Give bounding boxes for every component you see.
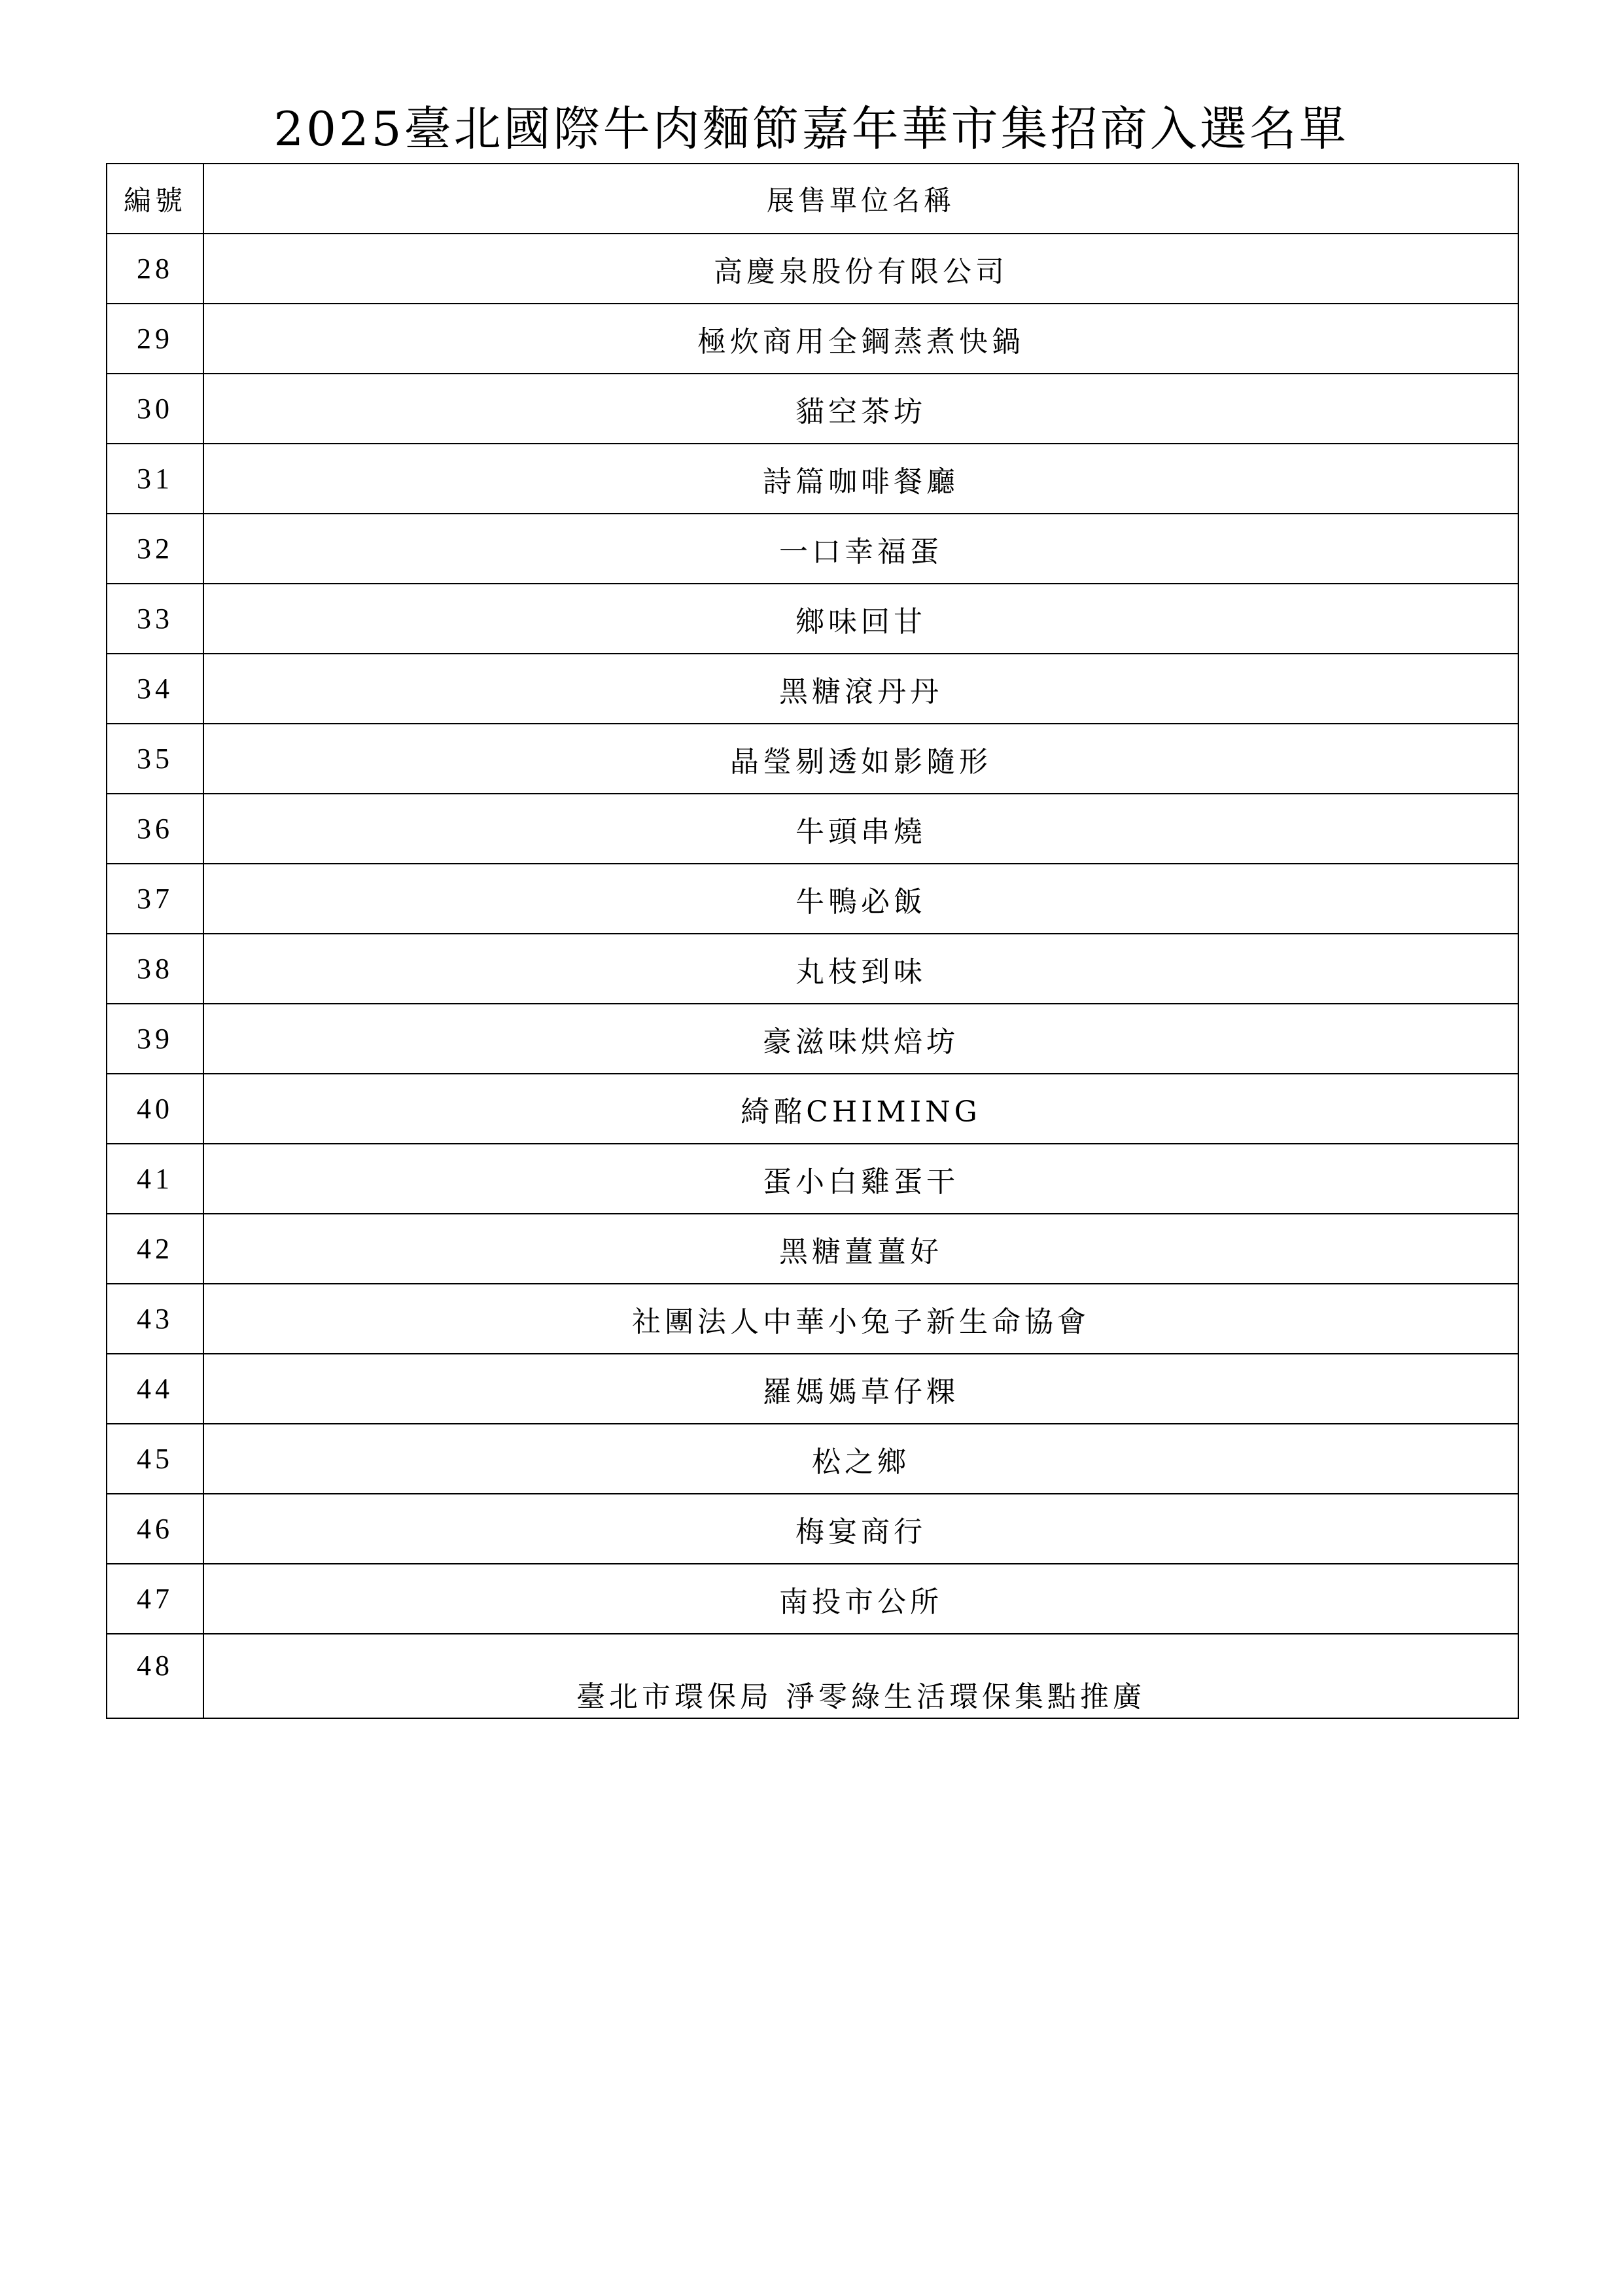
table-row [107, 794, 1518, 864]
vendor-name: 羅媽媽草仔粿 [203, 1354, 1518, 1424]
table-row [107, 1214, 1518, 1284]
vendor-name: 牛鴨必飯 [203, 864, 1518, 934]
vendor-name: 詩篇咖啡餐廳 [203, 444, 1518, 514]
table-row [107, 724, 1518, 794]
row-number: 33 [107, 584, 203, 654]
table-row [107, 1144, 1518, 1214]
row-number: 48 [107, 1634, 203, 1718]
column-header-number: 編號 [107, 164, 203, 234]
table-row [107, 374, 1518, 444]
row-number: 42 [107, 1214, 203, 1284]
table-row [107, 1494, 1518, 1564]
row-number: 45 [107, 1424, 203, 1494]
table-row [107, 234, 1518, 304]
row-number: 43 [107, 1284, 203, 1354]
row-number: 39 [107, 1004, 203, 1074]
row-number: 44 [107, 1354, 203, 1424]
vendor-name: 松之鄉 [203, 1424, 1518, 1494]
table-row [107, 1074, 1518, 1144]
row-number: 36 [107, 794, 203, 864]
vendor-name: 高慶泉股份有限公司 [203, 234, 1518, 304]
table-row [107, 1284, 1518, 1354]
row-number: 32 [107, 514, 203, 584]
vendor-name: 黑糖滾丹丹 [203, 654, 1518, 724]
row-number: 40 [107, 1074, 203, 1144]
table-row [107, 864, 1518, 934]
vendor-name: 丸枝到味 [203, 934, 1518, 1004]
table-row [107, 1634, 1518, 1718]
row-number: 46 [107, 1494, 203, 1564]
selection-list-table [106, 163, 1519, 1719]
vendor-name: 晶瑩剔透如影隨形 [203, 724, 1518, 794]
column-header-name: 展售單位名稱 [203, 164, 1518, 234]
table-row [107, 304, 1518, 374]
vendor-name: 鄉味回甘 [203, 584, 1518, 654]
row-number: 29 [107, 304, 203, 374]
vendor-name: 貓空茶坊 [203, 374, 1518, 444]
document-title: 2025臺北國際牛肉麵節嘉年華市集招商入選名單 [273, 101, 1349, 156]
row-number: 35 [107, 724, 203, 794]
row-number: 41 [107, 1144, 203, 1214]
vendor-name: 蛋小白雞蛋干 [203, 1144, 1518, 1214]
table-row [107, 1004, 1518, 1074]
vendor-name: 臺北市環保局 淨零綠生活環保集點推廣 [203, 1634, 1518, 1718]
table-row [107, 444, 1518, 514]
row-number: 31 [107, 444, 203, 514]
vendor-name: 牛頭串燒 [203, 794, 1518, 864]
vendor-name: 一口幸福蛋 [203, 514, 1518, 584]
vendor-name: 黑糖薑薑好 [203, 1214, 1518, 1284]
table-header-row [107, 164, 1518, 234]
row-number: 37 [107, 864, 203, 934]
table-row [107, 654, 1518, 724]
vendor-name: 社團法人中華小兔子新生命協會 [203, 1284, 1518, 1354]
row-number: 34 [107, 654, 203, 724]
table-row [107, 514, 1518, 584]
row-number: 38 [107, 934, 203, 1004]
table-row [107, 1564, 1518, 1634]
vendor-name: 綺酩CHIMING [203, 1074, 1518, 1144]
vendor-name: 梅宴商行 [203, 1494, 1518, 1564]
table-row [107, 934, 1518, 1004]
row-number: 47 [107, 1564, 203, 1634]
vendor-name: 豪滋味烘焙坊 [203, 1004, 1518, 1074]
table-row [107, 1424, 1518, 1494]
row-number: 30 [107, 374, 203, 444]
row-number: 28 [107, 234, 203, 304]
table-row [107, 1354, 1518, 1424]
vendor-name: 極炊商用全鋼蒸煮快鍋 [203, 304, 1518, 374]
vendor-name: 南投市公所 [203, 1564, 1518, 1634]
table-row [107, 584, 1518, 654]
